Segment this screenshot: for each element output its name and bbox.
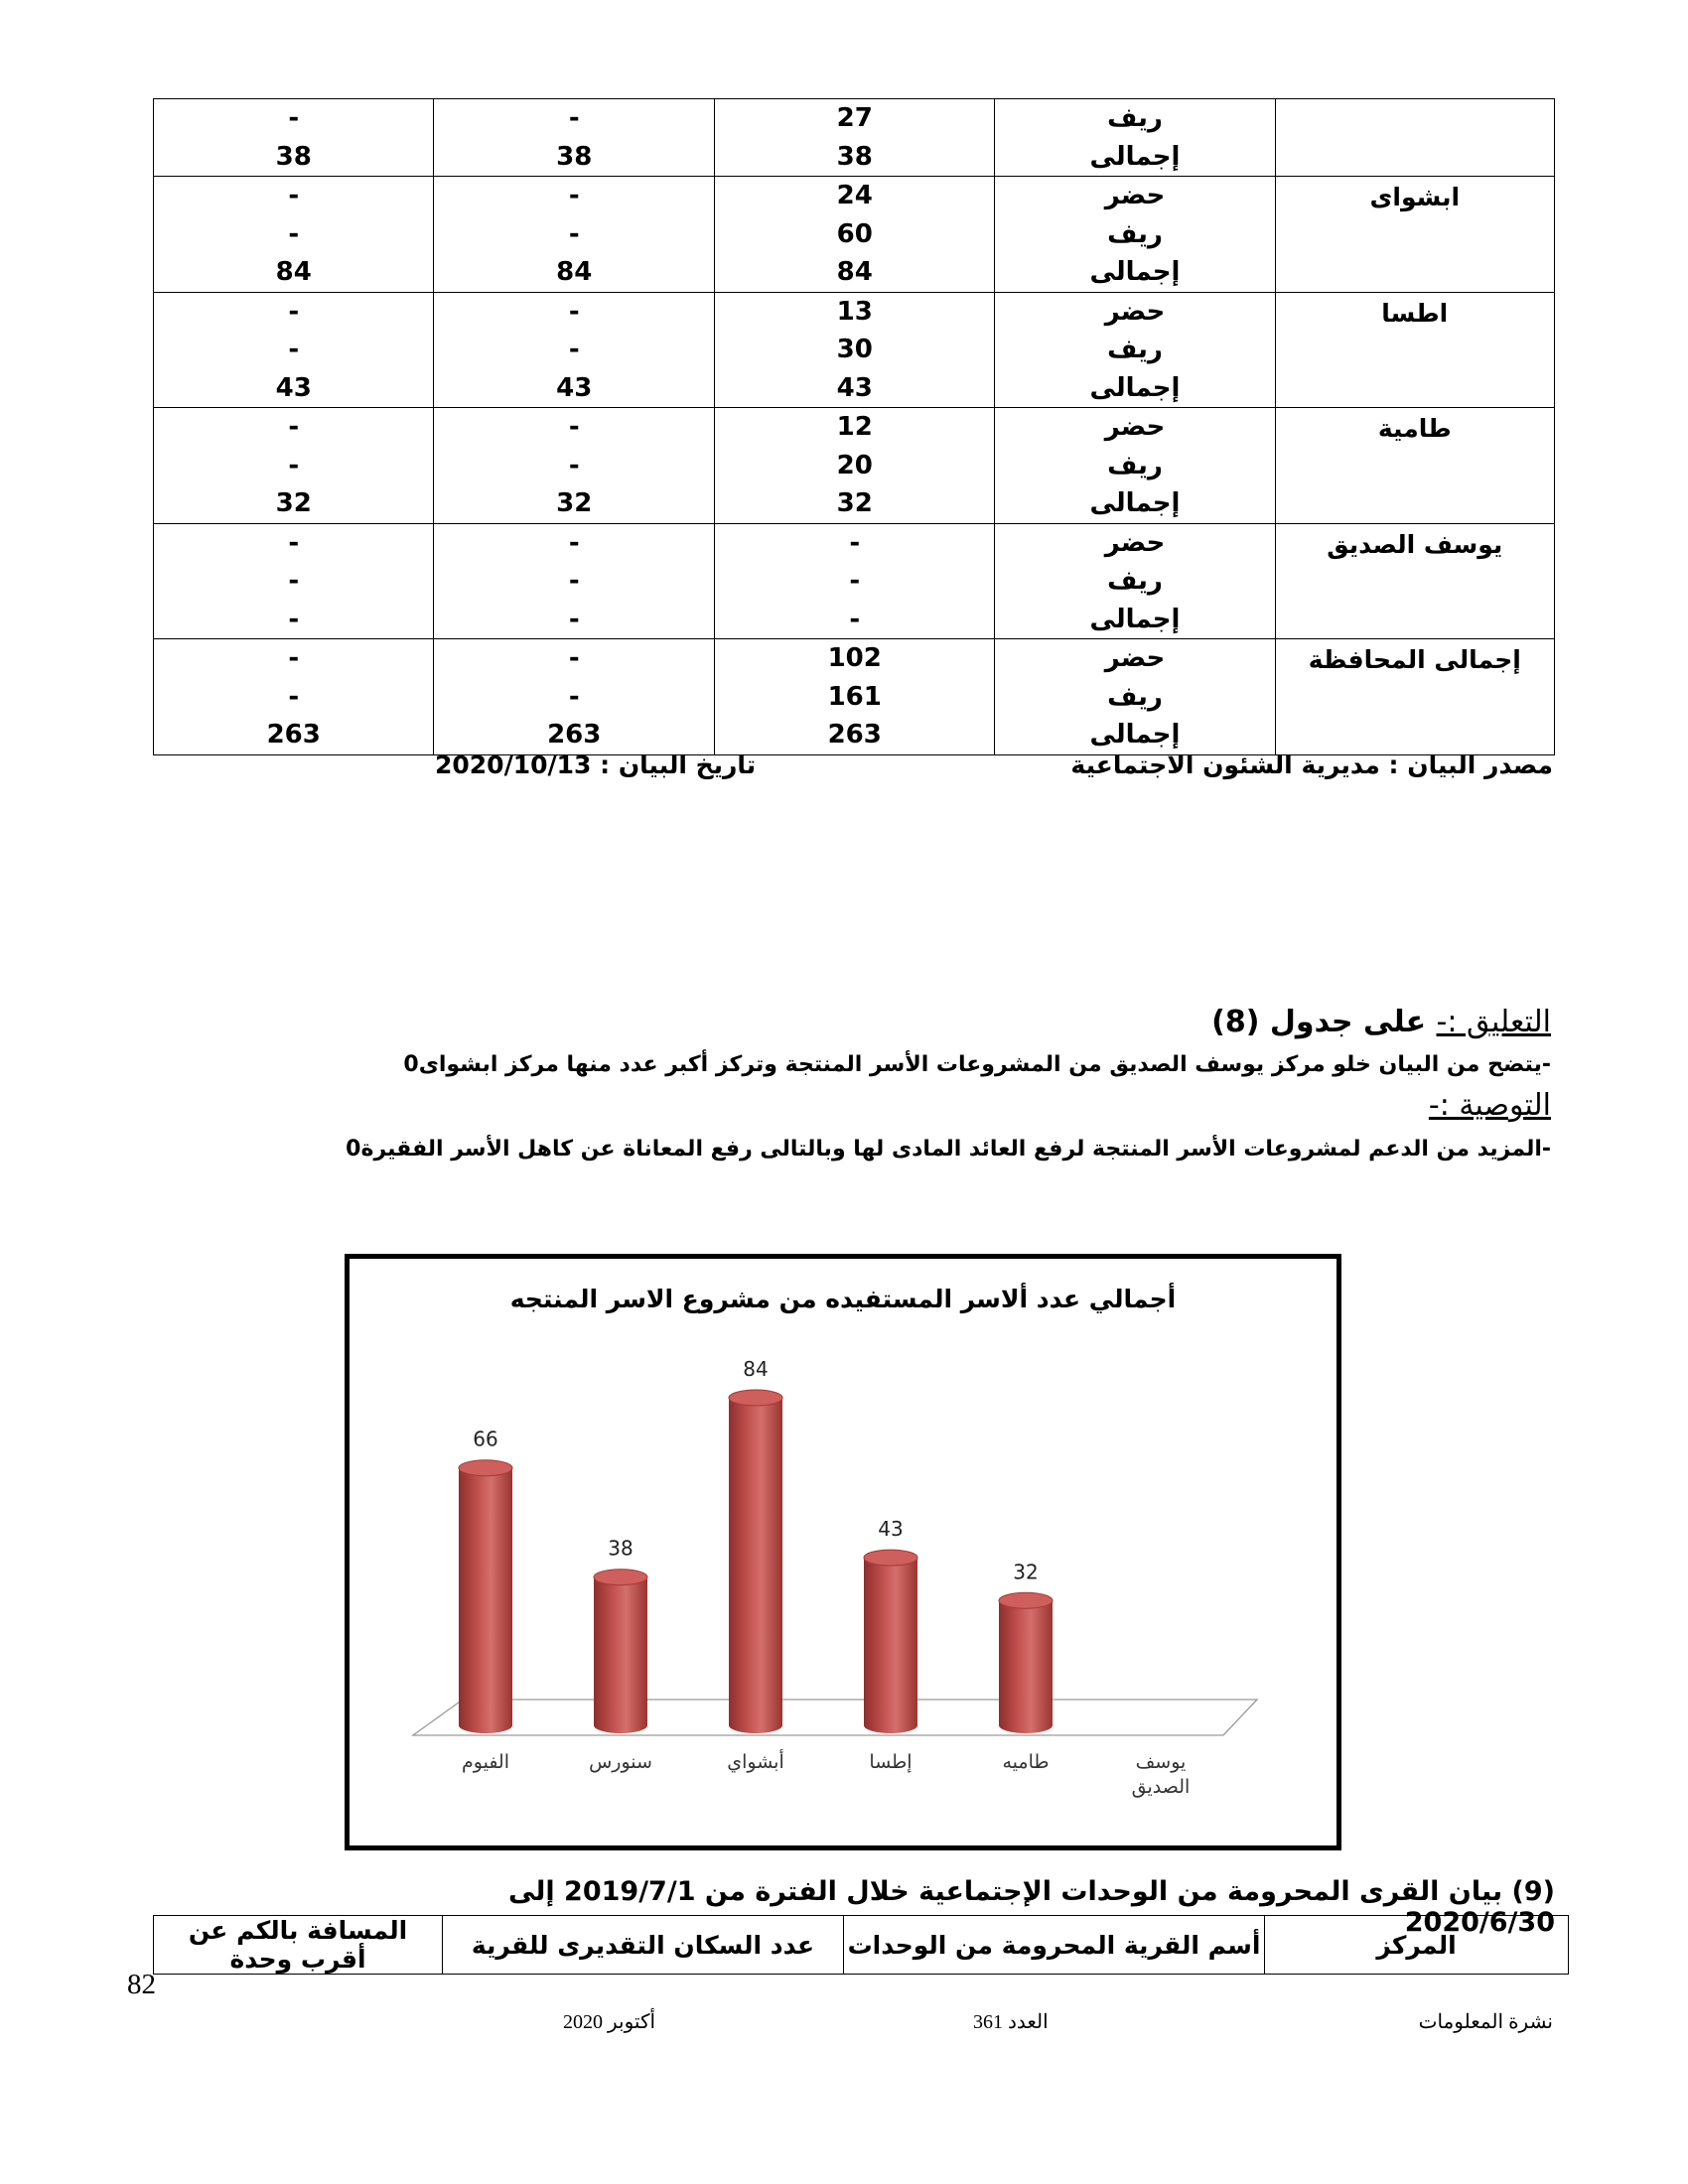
value: - — [568, 412, 580, 442]
area-type: حضر — [1104, 527, 1166, 558]
data-label: 43 — [878, 1517, 904, 1542]
value: 32 — [275, 488, 312, 518]
category-label: طاميه — [1002, 1751, 1050, 1773]
category-label: الفيوم — [462, 1751, 509, 1773]
area-type: ريف — [1107, 218, 1163, 249]
value: 27 — [836, 103, 873, 133]
center-name: يوسف الصديق — [1327, 529, 1503, 559]
bar-top — [729, 1390, 782, 1406]
area-type: ريف — [1107, 103, 1163, 133]
data-date: تاريخ البيان : 2020/10/13 — [435, 751, 757, 779]
value: - — [568, 218, 580, 249]
category-label: سنورس — [589, 1751, 652, 1773]
data-label: 66 — [473, 1427, 498, 1451]
value: 38 — [836, 141, 873, 172]
value: - — [568, 643, 580, 673]
col1-cell — [714, 639, 994, 755]
recommendation-heading: التوصية :- — [1428, 1088, 1551, 1123]
footer-date: أكتوبر 2020 — [563, 2011, 656, 2033]
area-type: ريف — [1107, 450, 1163, 480]
value: - — [568, 181, 580, 210]
value: 20 — [836, 450, 873, 480]
area-type: حضر — [1104, 181, 1166, 210]
types-cell — [995, 292, 1275, 408]
value: - — [288, 296, 300, 327]
value: 102 — [827, 643, 882, 673]
category-label: الصديق — [1131, 1776, 1191, 1798]
bar-body — [729, 1398, 782, 1733]
page-number: 82 — [127, 1969, 156, 2000]
comment-heading-prefix: التعليق :- — [1436, 1005, 1551, 1039]
types-cell — [995, 177, 1275, 293]
center-cell — [1275, 523, 1555, 639]
value: 43 — [556, 372, 593, 403]
value: - — [568, 296, 580, 327]
center-name: ابشواى — [1369, 183, 1461, 211]
col2-cell — [434, 523, 714, 639]
area-type: حضر — [1104, 643, 1166, 673]
value: - — [849, 527, 861, 558]
header-center: المركز — [1265, 1916, 1569, 1975]
header-distance: المسافة بالكم عن أقرب وحدة — [154, 1916, 443, 1975]
beneficiaries-chart — [345, 1254, 1341, 1850]
value: 161 — [827, 681, 882, 712]
value: 84 — [556, 257, 593, 287]
types-cell — [995, 523, 1275, 639]
col3-cell — [154, 99, 434, 177]
table-row — [154, 408, 1555, 524]
table-row — [154, 523, 1555, 639]
col2-cell — [434, 408, 714, 524]
value: - — [568, 103, 580, 133]
bar-body — [864, 1558, 917, 1733]
value: - — [288, 181, 300, 210]
value: - — [568, 335, 580, 364]
area-type: حضر — [1104, 412, 1166, 442]
value: - — [568, 604, 580, 634]
comment-heading — [298, 1005, 1551, 1039]
value: 263 — [547, 720, 602, 750]
bar-body — [459, 1468, 512, 1733]
value: - — [288, 681, 300, 712]
data-label: 84 — [743, 1357, 769, 1381]
value: 263 — [266, 720, 321, 750]
col1-cell — [714, 408, 994, 524]
area-type: إجمالى — [1089, 720, 1181, 750]
table9-title: (9) بيان القرى المحرومة من الوحدات الإجتماعية خلال الفترة من 2019/7/1 إلى 2020/6/30 — [507, 1876, 1555, 1938]
bar-top — [864, 1550, 917, 1566]
value: - — [568, 527, 580, 558]
value: - — [288, 604, 300, 634]
area-type: إجمالى — [1089, 141, 1181, 172]
area-type: ريف — [1107, 335, 1163, 364]
table-row — [154, 99, 1555, 177]
center-cell — [1275, 177, 1555, 293]
center-cell — [1275, 99, 1555, 177]
chart-floor — [413, 1700, 1257, 1735]
area-type: إجمالى — [1089, 257, 1181, 287]
category-label: يوسف — [1135, 1751, 1187, 1773]
col1-cell — [714, 292, 994, 408]
area-type: ريف — [1107, 566, 1163, 596]
value: 38 — [556, 141, 593, 172]
bar-الفيوم — [459, 1460, 512, 1733]
col2-cell — [434, 177, 714, 293]
value: - — [288, 103, 300, 133]
value: 43 — [836, 372, 873, 403]
data-label: 32 — [1013, 1560, 1039, 1584]
col3-cell — [154, 408, 434, 524]
deprived-villages-table — [153, 1915, 1569, 1975]
value: - — [568, 681, 580, 712]
value: - — [288, 643, 300, 673]
value: - — [288, 450, 300, 480]
category-label: أبشواي — [727, 1751, 784, 1773]
types-cell — [995, 408, 1275, 524]
col3-cell — [154, 177, 434, 293]
table-row — [154, 292, 1555, 408]
center-name: اطسا — [1381, 298, 1449, 328]
col2-cell — [434, 292, 714, 408]
header-village-name: أسم القرية المحرومة من الوحدات — [844, 1916, 1265, 1975]
data-label: 38 — [608, 1536, 633, 1561]
recommendation-text: -المزيد من الدعم لمشروعات الأسر المنتجة لرفع العائد المادى لها وبالتالى رفع المعاناة عن كاهل الأسر الفقيرة0 — [346, 1137, 1551, 1161]
col1-cell — [714, 99, 994, 177]
table-row — [154, 177, 1555, 293]
value: 30 — [836, 335, 873, 364]
value: - — [568, 566, 580, 596]
center-cell — [1275, 408, 1555, 524]
value: 84 — [836, 257, 873, 287]
header-population: عدد السكان التقديرى للقرية — [443, 1916, 844, 1975]
area-type: حضر — [1104, 296, 1166, 327]
bar-top — [594, 1570, 647, 1585]
value: 32 — [556, 488, 593, 518]
center-name — [1276, 101, 1555, 139]
footer-publication: نشرة المعلومات — [1418, 2011, 1553, 2033]
col2-cell — [434, 639, 714, 755]
category-label: إطسا — [869, 1751, 913, 1773]
value: - — [849, 566, 861, 596]
bar-طاميه — [999, 1592, 1053, 1733]
value: 43 — [275, 372, 312, 403]
value: 263 — [827, 720, 882, 750]
center-name: إجمالى المحافظة — [1308, 645, 1521, 674]
table-row — [154, 639, 1555, 755]
value: - — [288, 335, 300, 364]
comment-text: -يتضح من البيان خلو مركز يوسف الصديق من المشروعات الأسر المنتجة وتركز أكبر عدد منها مركز ابشواى0 — [403, 1052, 1551, 1077]
comment-heading-table: على جدول (8) — [1211, 1005, 1437, 1039]
chart-title: أجمالي عدد ألاسر المستفيده من مشروع الاسر المنتجه — [509, 1285, 1177, 1313]
bar-سنورس — [594, 1570, 647, 1733]
bar-body — [999, 1600, 1053, 1733]
value: - — [849, 604, 861, 634]
bar-top — [459, 1460, 512, 1476]
center-cell — [1275, 292, 1555, 408]
col1-cell — [714, 177, 994, 293]
col2-cell — [434, 99, 714, 177]
data-source: مصدر البيان : مديرية الشئون الاجتماعية — [1070, 751, 1553, 779]
value: - — [288, 527, 300, 558]
value: 13 — [836, 296, 873, 327]
types-cell — [995, 639, 1275, 755]
col1-cell — [714, 523, 994, 639]
center-name: طامية — [1377, 414, 1452, 443]
area-type: إجمالى — [1089, 604, 1181, 634]
col3-cell — [154, 639, 434, 755]
center-cell — [1275, 639, 1555, 755]
bar-أبشواي — [729, 1390, 782, 1733]
chart-plot — [350, 1259, 1336, 1845]
bar-top — [999, 1592, 1053, 1608]
value: 60 — [836, 218, 873, 249]
value: 32 — [836, 488, 873, 518]
area-type: ريف — [1107, 681, 1163, 712]
area-type: إجمالى — [1089, 372, 1181, 403]
bar-body — [594, 1577, 647, 1733]
col3-cell — [154, 523, 434, 639]
bar-إطسا — [864, 1550, 917, 1733]
value: - — [288, 566, 300, 596]
area-type: إجمالى — [1089, 488, 1181, 518]
footer-issue: العدد 361 — [973, 2011, 1049, 2033]
value: 12 — [836, 412, 873, 442]
col3-cell — [154, 292, 434, 408]
beneficiaries-table — [153, 98, 1555, 755]
value: 84 — [275, 257, 312, 287]
value: - — [568, 450, 580, 480]
value: 24 — [836, 181, 873, 210]
value: - — [288, 412, 300, 442]
types-cell — [995, 99, 1275, 177]
value: 38 — [275, 141, 312, 172]
value: - — [288, 218, 300, 249]
